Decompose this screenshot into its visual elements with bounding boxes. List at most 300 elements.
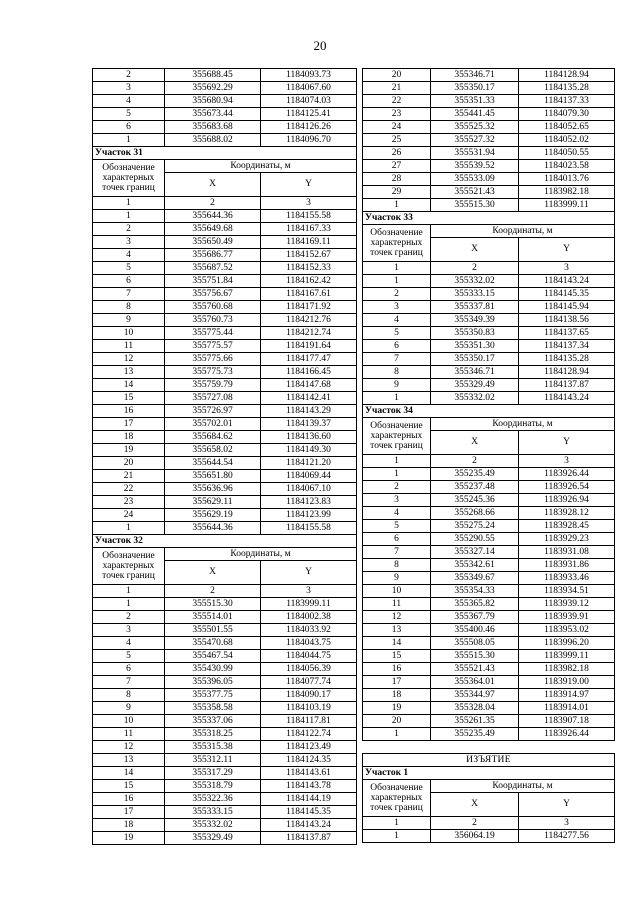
column-number: 2 (431, 262, 519, 275)
point-number: 19 (363, 702, 431, 715)
x-coordinate: 355261.35 (431, 715, 519, 728)
point-number: 13 (93, 366, 165, 379)
table-row (93, 637, 357, 650)
y-header: Y (519, 238, 615, 262)
y-coordinate: 1184052.65 (519, 121, 615, 134)
section-title: Участок 1 (363, 767, 615, 780)
y-coordinate: 1184121.20 (261, 457, 357, 470)
point-number: 15 (93, 392, 165, 405)
x-coordinate: 355687.52 (165, 262, 261, 275)
x-coordinate: 355349.67 (431, 572, 519, 585)
table-row (93, 327, 357, 340)
table-row (93, 522, 357, 535)
designation-header: Обозначение характерных точек границ (363, 225, 431, 262)
x-coordinate: 355350.17 (431, 353, 519, 366)
table-row (93, 392, 357, 405)
x-coordinate: 355328.04 (431, 702, 519, 715)
table-row (363, 585, 615, 598)
table-row (363, 108, 615, 121)
x-coordinate: 355760.73 (165, 314, 261, 327)
point-number: 2 (93, 69, 165, 82)
column-number-row (363, 262, 615, 275)
y-coordinate: 1184167.33 (261, 223, 357, 236)
point-number: 11 (93, 340, 165, 353)
column-number: 2 (165, 585, 261, 598)
point-number: 24 (363, 121, 431, 134)
point-number: 20 (363, 69, 431, 82)
table-row (363, 468, 615, 481)
table-row (93, 301, 357, 314)
y-coordinate: 1184002.38 (261, 611, 357, 624)
x-coordinate: 355521.43 (431, 186, 519, 199)
point-number: 1 (93, 598, 165, 611)
point-number: 1 (363, 275, 431, 288)
point-number: 1 (93, 134, 165, 147)
y-coordinate: 1184013.76 (519, 173, 615, 186)
column-number: 1 (93, 197, 165, 210)
point-number: 13 (93, 754, 165, 767)
point-number: 18 (93, 431, 165, 444)
y-coordinate: 1183907.18 (519, 715, 615, 728)
y-coordinate: 1183982.18 (519, 663, 615, 676)
point-number: 22 (363, 95, 431, 108)
table-row (363, 147, 615, 160)
x-coordinate: 355333.15 (165, 806, 261, 819)
y-coordinate: 1183939.12 (519, 598, 615, 611)
x-coordinate: 355688.02 (165, 134, 261, 147)
x-coordinate: 355514.01 (165, 611, 261, 624)
point-number: 23 (363, 108, 431, 121)
y-coordinate: 1183919.00 (519, 676, 615, 689)
x-coordinate: 355680.94 (165, 95, 261, 108)
y-header: Y (261, 173, 357, 197)
x-coordinate: 355441.45 (431, 108, 519, 121)
point-number: 9 (363, 572, 431, 585)
point-number: 9 (93, 314, 165, 327)
x-coordinate: 355367.79 (431, 611, 519, 624)
table-row (93, 108, 357, 121)
y-coordinate: 1184144.19 (261, 793, 357, 806)
table-row (363, 173, 615, 186)
column-number-row (93, 585, 357, 598)
x-header: X (431, 431, 519, 455)
table-row (93, 275, 357, 288)
table-row (93, 806, 357, 819)
table-row (363, 366, 615, 379)
designation-header: Обозначение характерных точек границ (363, 418, 431, 455)
x-coordinate: 355332.02 (165, 819, 261, 832)
point-number: 6 (363, 533, 431, 546)
y-coordinate: 1184123.99 (261, 509, 357, 522)
y-coordinate: 1184143.61 (261, 767, 357, 780)
x-coordinate: 355515.30 (431, 199, 519, 212)
y-coordinate: 1184090.17 (261, 689, 357, 702)
point-number: 1 (93, 522, 165, 535)
x-coordinate: 355644.54 (165, 457, 261, 470)
y-coordinate: 1184143.78 (261, 780, 357, 793)
point-number: 19 (93, 832, 165, 845)
point-number: 5 (93, 262, 165, 275)
coordinates-header: Координаты, м (431, 225, 615, 238)
x-coordinate: 355467.54 (165, 650, 261, 663)
y-coordinate: 1184123.49 (261, 741, 357, 754)
table-row (363, 82, 615, 95)
point-number: 17 (93, 418, 165, 431)
y-header: Y (519, 793, 615, 817)
table-row (93, 663, 357, 676)
x-coordinate: 355346.71 (431, 366, 519, 379)
point-number: 16 (363, 663, 431, 676)
point-number: 4 (363, 507, 431, 520)
x-coordinate: 355327.14 (431, 546, 519, 559)
x-coordinate: 355337.81 (431, 301, 519, 314)
point-number: 29 (363, 186, 431, 199)
point-number: 4 (363, 314, 431, 327)
x-coordinate: 355333.15 (431, 288, 519, 301)
y-coordinate: 1183928.12 (519, 507, 615, 520)
table-row (93, 624, 357, 637)
x-coordinate: 355521.43 (431, 663, 519, 676)
x-coordinate: 355318.25 (165, 728, 261, 741)
x-coordinate: 355268.66 (431, 507, 519, 520)
table-row (93, 676, 357, 689)
point-number: 17 (363, 676, 431, 689)
y-coordinate: 1184052.02 (519, 134, 615, 147)
table-row (93, 457, 357, 470)
point-number: 3 (363, 494, 431, 507)
y-coordinate: 1184171.92 (261, 301, 357, 314)
y-coordinate: 1184050.55 (519, 147, 615, 160)
x-coordinate: 355508.05 (431, 637, 519, 650)
x-coordinate: 355337.06 (165, 715, 261, 728)
y-coordinate: 1184125.41 (261, 108, 357, 121)
section-title: Участок 31 (93, 147, 357, 160)
x-coordinate: 355683.68 (165, 121, 261, 134)
point-number: 5 (93, 108, 165, 121)
y-coordinate: 1183914.97 (519, 689, 615, 702)
section-title-row (93, 147, 357, 160)
point-number: 12 (93, 741, 165, 754)
point-number: 13 (363, 624, 431, 637)
x-coordinate: 355235.49 (431, 468, 519, 481)
table-row (93, 496, 357, 509)
table-row (93, 689, 357, 702)
point-number: 19 (93, 444, 165, 457)
point-number: 8 (93, 301, 165, 314)
table-row (363, 275, 615, 288)
x-coordinate: 355649.68 (165, 223, 261, 236)
y-coordinate: 1184096.70 (261, 134, 357, 147)
table-row (93, 210, 357, 223)
y-coordinate: 1184143.24 (519, 275, 615, 288)
y-coordinate: 1184128.94 (519, 69, 615, 82)
column-number: 2 (431, 817, 519, 830)
header-row (363, 225, 615, 238)
y-coordinate: 1184155.58 (261, 522, 357, 535)
x-coordinate: 355377.75 (165, 689, 261, 702)
table-row (93, 741, 357, 754)
spacer-row (363, 741, 615, 754)
table-row (363, 353, 615, 366)
y-coordinate: 1184074.03 (261, 95, 357, 108)
table-row (93, 728, 357, 741)
point-number: 14 (363, 637, 431, 650)
x-coordinate: 355322.36 (165, 793, 261, 806)
section-title: Участок 32 (93, 535, 357, 548)
table-row (93, 82, 357, 95)
point-number: 6 (93, 663, 165, 676)
coordinates-header: Координаты, м (431, 780, 615, 793)
x-coordinate: 355351.30 (431, 340, 519, 353)
table-row (363, 288, 615, 301)
table-row (363, 134, 615, 147)
y-coordinate: 1184212.74 (261, 327, 357, 340)
x-coordinate: 355760.68 (165, 301, 261, 314)
y-coordinate: 1183926.94 (519, 494, 615, 507)
table-row (93, 134, 357, 147)
point-number: 11 (93, 728, 165, 741)
x-coordinate: 355332.02 (431, 392, 519, 405)
table-row (93, 767, 357, 780)
x-coordinate: 355644.36 (165, 522, 261, 535)
y-coordinate: 1184135.28 (519, 82, 615, 95)
table-row (363, 650, 615, 663)
y-coordinate: 1184033.92 (261, 624, 357, 637)
seizure-row (363, 754, 615, 767)
point-number: 11 (363, 598, 431, 611)
y-coordinate: 1184077.74 (261, 676, 357, 689)
x-coordinate: 355651.80 (165, 470, 261, 483)
y-coordinate: 1184069.44 (261, 470, 357, 483)
y-coordinate: 1183926.54 (519, 481, 615, 494)
column-number-row (363, 455, 615, 468)
table-row (93, 236, 357, 249)
point-number: 25 (363, 134, 431, 147)
x-coordinate: 355515.30 (165, 598, 261, 611)
y-coordinate: 1184128.94 (519, 366, 615, 379)
table-row (93, 793, 357, 806)
x-coordinate: 355686.77 (165, 249, 261, 262)
x-coordinate: 355430.99 (165, 663, 261, 676)
x-coordinate: 355515.30 (431, 650, 519, 663)
point-number: 26 (363, 147, 431, 160)
point-number: 12 (93, 353, 165, 366)
y-coordinate: 1184162.42 (261, 275, 357, 288)
y-coordinate: 1184079.30 (519, 108, 615, 121)
x-coordinate: 356064.19 (431, 830, 519, 843)
y-coordinate: 1184043.75 (261, 637, 357, 650)
y-coordinate: 1184277.56 (519, 830, 615, 843)
point-number: 23 (93, 496, 165, 509)
x-coordinate: 355650.49 (165, 236, 261, 249)
point-number: 2 (93, 611, 165, 624)
y-coordinate: 1184044.75 (261, 650, 357, 663)
table-row (363, 624, 615, 637)
column-number-row (93, 197, 357, 210)
y-coordinate: 1184212.76 (261, 314, 357, 327)
table-row (93, 650, 357, 663)
x-coordinate: 355759.79 (165, 379, 261, 392)
point-number: 1 (363, 468, 431, 481)
table-row (93, 431, 357, 444)
point-number: 5 (93, 650, 165, 663)
table-row (363, 186, 615, 199)
point-number: 6 (93, 121, 165, 134)
table-row (93, 249, 357, 262)
x-coordinate: 355317.29 (165, 767, 261, 780)
table-row (93, 702, 357, 715)
x-coordinate: 355344.97 (431, 689, 519, 702)
column-number: 1 (363, 455, 431, 468)
header-row (93, 160, 357, 173)
point-number: 4 (93, 637, 165, 650)
x-coordinate: 355688.45 (165, 69, 261, 82)
table-row (363, 689, 615, 702)
y-coordinate: 1183933.46 (519, 572, 615, 585)
point-number: 1 (363, 830, 431, 843)
table-row (93, 418, 357, 431)
x-header: X (431, 238, 519, 262)
y-coordinate: 1184142.41 (261, 392, 357, 405)
point-number: 2 (93, 223, 165, 236)
point-number: 18 (363, 689, 431, 702)
y-coordinate: 1184067.60 (261, 82, 357, 95)
table-row (363, 507, 615, 520)
point-number: 12 (363, 611, 431, 624)
y-coordinate: 1184138.56 (519, 314, 615, 327)
coordinates-table-left (92, 68, 356, 845)
table-row (93, 780, 357, 793)
coordinates-table-right (362, 68, 614, 843)
point-number: 17 (93, 806, 165, 819)
y-coordinate: 1184145.35 (261, 806, 357, 819)
x-coordinate: 355775.57 (165, 340, 261, 353)
point-number: 28 (363, 173, 431, 186)
point-number: 5 (363, 327, 431, 340)
section-title-row (363, 767, 615, 780)
point-number: 14 (93, 379, 165, 392)
y-coordinate: 1184135.28 (519, 353, 615, 366)
y-coordinate: 1183926.44 (519, 728, 615, 741)
header-row (363, 418, 615, 431)
x-coordinate: 355329.49 (165, 832, 261, 845)
y-coordinate: 1183996.20 (519, 637, 615, 650)
page-number: 20 (313, 38, 327, 53)
x-coordinate: 355237.48 (431, 481, 519, 494)
x-coordinate: 355775.73 (165, 366, 261, 379)
y-coordinate: 1183999.11 (519, 650, 615, 663)
y-coordinate: 1183931.08 (519, 546, 615, 559)
x-coordinate: 355350.17 (431, 82, 519, 95)
table-row (363, 676, 615, 689)
x-coordinate: 355726.97 (165, 405, 261, 418)
table-row (93, 715, 357, 728)
header-row (93, 548, 357, 561)
table-row (93, 262, 357, 275)
y-coordinate: 1184093.73 (261, 69, 357, 82)
table-row (93, 121, 357, 134)
table-row (93, 405, 357, 418)
y-coordinate: 1184137.33 (519, 95, 615, 108)
y-coordinate: 1184169.11 (261, 236, 357, 249)
point-number: 8 (93, 689, 165, 702)
column-number: 1 (363, 817, 431, 830)
x-coordinate: 355501.55 (165, 624, 261, 637)
x-coordinate: 355629.11 (165, 496, 261, 509)
column-number: 2 (431, 455, 519, 468)
table-row (363, 572, 615, 585)
x-coordinate: 355531.94 (431, 147, 519, 160)
x-coordinate: 355290.55 (431, 533, 519, 546)
designation-header: Обозначение характерных точек границ (93, 548, 165, 585)
designation-header: Обозначение характерных точек границ (93, 160, 165, 197)
y-coordinate: 1184124.35 (261, 754, 357, 767)
point-number: 9 (93, 702, 165, 715)
table-row (93, 353, 357, 366)
x-header: X (165, 561, 261, 585)
point-number: 20 (93, 457, 165, 470)
x-coordinate: 355702.01 (165, 418, 261, 431)
table-row (363, 520, 615, 533)
y-coordinate: 1184103.19 (261, 702, 357, 715)
table-row (363, 663, 615, 676)
x-coordinate: 355658.02 (165, 444, 261, 457)
table-row (93, 754, 357, 767)
point-number: 1 (363, 199, 431, 212)
coordinates-header: Координаты, м (165, 160, 357, 173)
y-coordinate: 1184137.87 (519, 379, 615, 392)
y-coordinate: 1183914.01 (519, 702, 615, 715)
point-number: 3 (93, 82, 165, 95)
column-number: 3 (261, 197, 357, 210)
point-number: 8 (363, 366, 431, 379)
designation-header: Обозначение характерных точек границ (363, 780, 431, 817)
table-row (363, 199, 615, 212)
table-row (363, 301, 615, 314)
y-coordinate: 1184126.26 (261, 121, 357, 134)
y-coordinate: 1184155.58 (261, 210, 357, 223)
point-number: 21 (363, 82, 431, 95)
y-coordinate: 1184145.94 (519, 301, 615, 314)
point-number: 10 (93, 327, 165, 340)
y-coordinate: 1184147.68 (261, 379, 357, 392)
y-coordinate: 1184166.45 (261, 366, 357, 379)
column-number-row (363, 817, 615, 830)
table-row (363, 494, 615, 507)
column-number: 3 (519, 455, 615, 468)
x-coordinate: 355349.39 (431, 314, 519, 327)
point-number: 10 (93, 715, 165, 728)
table-row (363, 392, 615, 405)
y-coordinate: 1184137.34 (519, 340, 615, 353)
section-title: Участок 33 (363, 212, 615, 225)
point-number: 24 (93, 509, 165, 522)
column-number: 1 (363, 262, 431, 275)
point-number: 4 (93, 95, 165, 108)
point-number: 15 (93, 780, 165, 793)
point-number: 21 (93, 470, 165, 483)
x-coordinate: 355775.44 (165, 327, 261, 340)
y-coordinate: 1184145.35 (519, 288, 615, 301)
y-coordinate: 1184067.10 (261, 483, 357, 496)
section-title-row (363, 405, 615, 418)
x-coordinate: 355539.52 (431, 160, 519, 173)
column-number: 3 (519, 817, 615, 830)
x-coordinate: 355235.49 (431, 728, 519, 741)
x-header: X (165, 173, 261, 197)
y-coordinate: 1183999.11 (261, 598, 357, 611)
coordinates-table (362, 68, 615, 843)
